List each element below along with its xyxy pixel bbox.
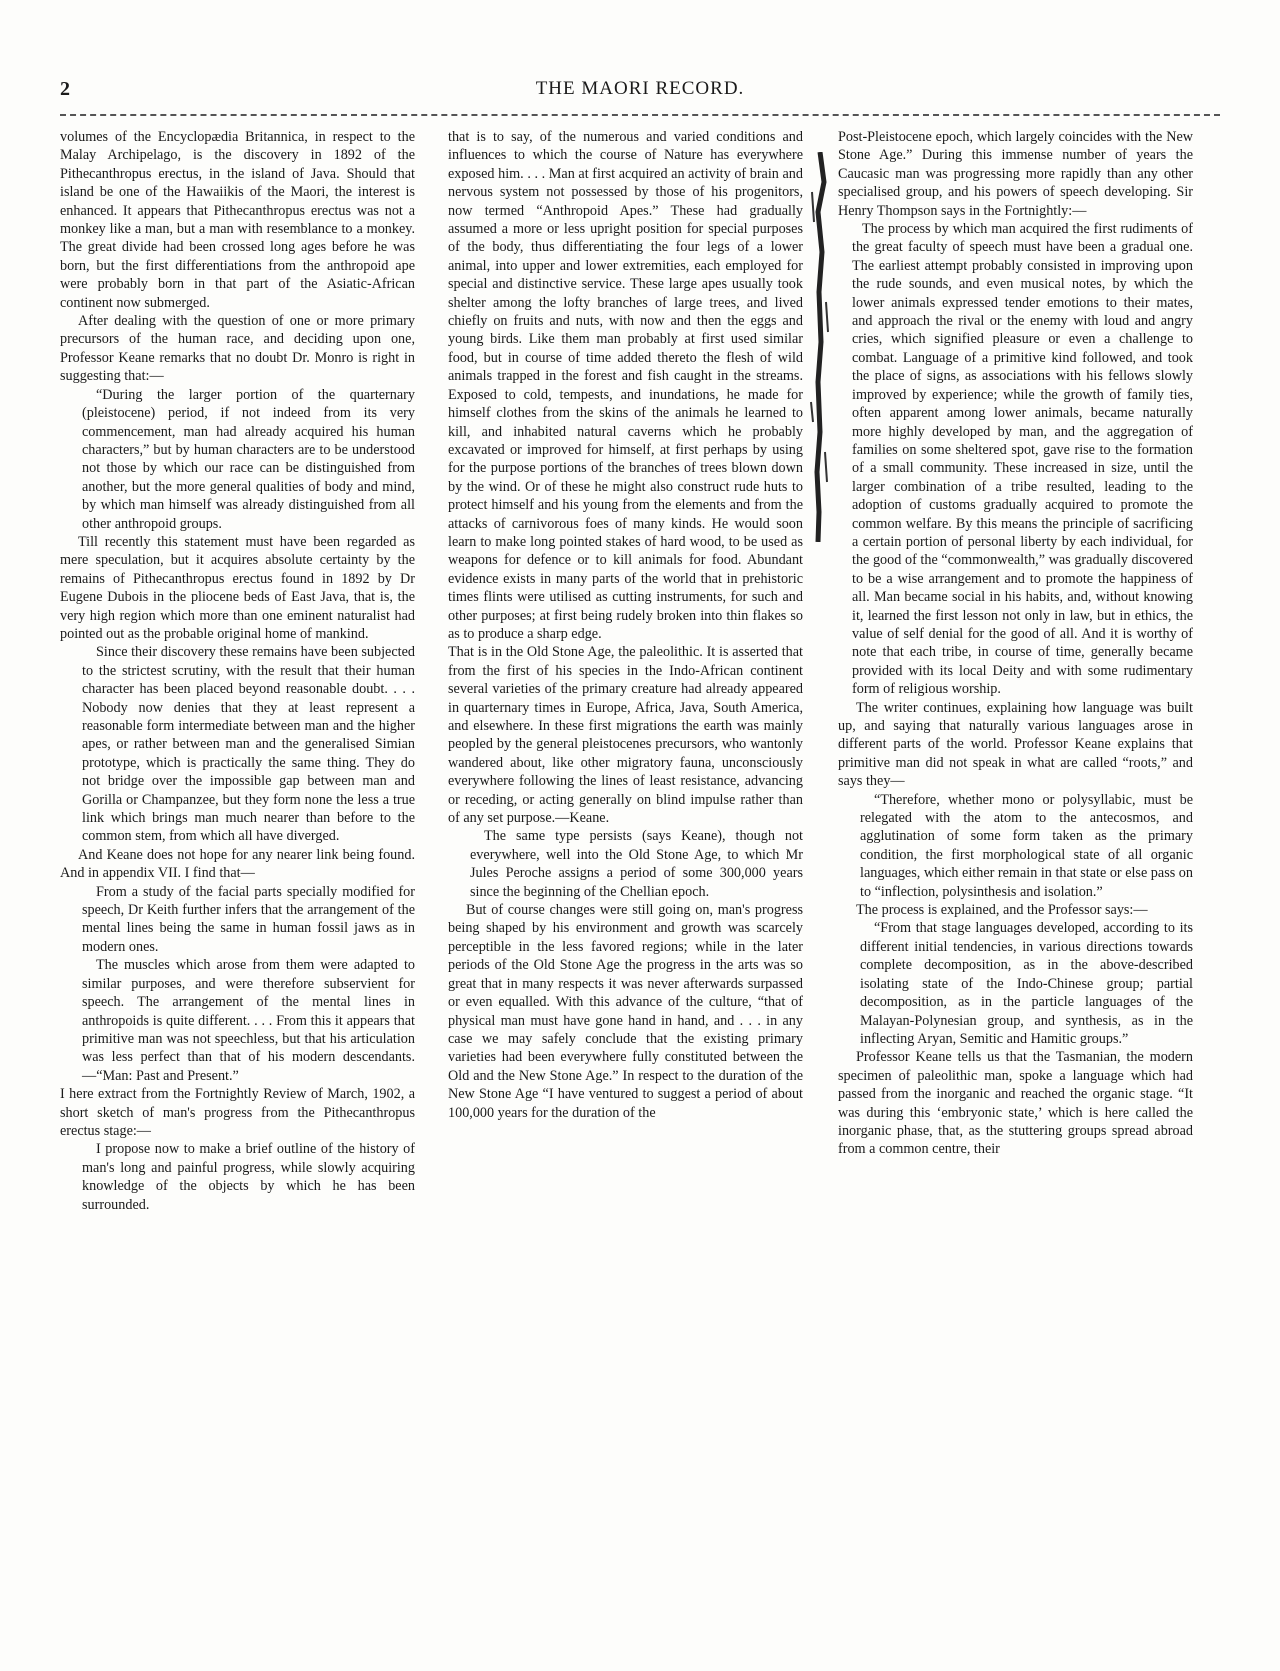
block-quote: “Therefore, whether mono or polysyllabic, must be relegated with the atom to the antecosmos, and agglutination of some form taken as the primary condition, the first morphological state of all organic languages, which either remain in that state or else pass on to “inflection, polysinthesis and isolation.” (860, 791, 1193, 900)
paragraph: The writer continues, explaining how language was built up, and saying that naturally various languages arose in different parts of the world. Professor Keane explains that primitive man did not speak in what are called “roots,” and says they— (838, 699, 1193, 790)
block-quote: “From that stage languages developed, according to its different initial tendencies, in various directions towards complete decomposition, as in the above-described isolating state of the Indo-Chinese group; partial decomposition, as in the particle languages of the Malayan-Polynesian group, and synthesis, as in the inflecting Aryan, Semitic and Hamitic groups.” (860, 920, 1193, 1047)
header-rule (60, 114, 1220, 116)
paragraph: That is in the Old Stone Age, the paleolithic. It is asserted that from the first of his species in the Indo-African continent several varieties of the primary creature had already appeared in quarternary times in Europe, Africa, Java, South America, and elsewhere. In these first migrations the earth was mainly peopled by the general pleistocenes precursors, who wantonly wandered about, like other migratory fauna, unconsciously everywhere following the lines of least resistance, advancing or receding, or acting generally on blind impulse rather than of any set purpose.—Keane. (448, 644, 803, 827)
block-quote: I propose now to make a brief outline of the history of man's long and painful progress, while slowly acquiring knowledge of the objects by which he has been surrounded. (82, 1141, 415, 1213)
paper-title: THE MAORI RECORD. (535, 78, 745, 99)
column-1 (60, 128, 415, 1648)
paragraph: But of course changes were still going on, man's progress being shaped by his environment and growth was scarcely perceptible in the less favored regions; while in the later periods of the Old Stone Age the progress in the arts was so great that in many respects it was never afterwards surpassed or even equalled. With this advance of the culture, “that of physical man must have gone hand in hand, and . . . in any case we may safely conclude that the existing primary varieties had been everywhere fully constituted between the Old and the New Stone Age.” In respect to the duration of the New Stone Age “I have ventured to suggest a period of about 100,000 years for the duration of the (448, 902, 803, 1121)
paragraph: The same type persists (says Keane), though not everywhere, well into the Old Stone Age, to which Mr Jules Peroche assigns a period of some 300,000 years since the beginning of the Chellian epoch. (470, 828, 803, 900)
paragraph: Till recently this statement must have been regarded as mere speculation, but it acquires absolute certainty by the remains of Pithecanthropus erectus found in 1892 by Dr Eugene Dubois in the pliocene beds of East Java, that is, the very high region which more than one eminent naturalist had pointed out as the probable original home of mankind. (60, 533, 415, 642)
paragraph: And Keane does not hope for any nearer link being found. And in appendix VII. I find that— (60, 846, 415, 882)
masthead (60, 78, 1220, 114)
paragraph: I here extract from the Fortnightly Review of March, 1902, a short sketch of man's progress from the Pithecanthropus erectus stage:— (60, 1086, 415, 1139)
page-number: 2 (60, 78, 70, 100)
paragraph: The process by which man acquired the first rudiments of the great faculty of speech must have been a gradual one. The earliest attempt probably consisted in improving upon the rude sounds, and even musical notes, by which the lower animals expressed tender emotions to their mates, and approach the rival or the enemy with loud and angry cries, which signified pleasure or even a challenge to combat. Language of a primitive kind followed, and took the place of signs, as associations with his fellows slowly improved by experience; while the growth of family ties, often apparent among lower animals, became naturally more highly developed by man, and the aggregation of families on some sheltered spot, gave rise to the formation of a small community. These increased in size, until the larger combination of a tribe resulted, leading to the adoption of customs gradually acquired to promote the common welfare. By this means the principle of sacrificing a certain portion of personal liberty by each individual, for the good of the “commonwealth,” was gradually discovered to be a wise arrangement and to promote the happiness of all. Man became social in his habits, and, without knowing it, learned the first lesson not only in law, but in ethics, the value of self denial for the good of all. And it is worthy of note that each tribe, in course of time, generally became provided with its local Deity and with some rudimentary form of religious worship. (852, 221, 1193, 698)
paragraph: Professor Keane tells us that the Tasmanian, the modern specimen of paleolithic man, spoke a language which had passed from the inorganic and reached the organic stage. “It was during this ‘embryonic state,’ which is here called the inorganic phase, that, as the stuttering groups spread abroad from a common centre, their (838, 1049, 1193, 1158)
margin-mark-decoration (806, 152, 832, 542)
paragraph: After dealing with the question of one or more primary precursors of the human race, and deciding upon one, Professor Keane remarks that no doubt Dr. Monro is right in suggesting that:— (60, 313, 415, 385)
block-quote: From a study of the facial parts specially modified for speech, Dr Keith further infers that the arrangement of the mental lines being the same in human fossil jaws as in modern ones. (82, 883, 415, 955)
paragraph: The process is explained, and the Professor says:— (856, 902, 1148, 919)
column-3 (838, 128, 1193, 1648)
paragraph: that is to say, of the numerous and varied conditions and influences to which the course of Nature has everywhere exposed him. . . . Man at first acquired an activity of brain and nervous system not possessed by those of his progenitors, now termed “Anthropoid Apes.” These had gradually assumed a more or less upright position for special purposes of the body, thus differentiating the four legs of a lower animal, into upper and lower extremities, each employed for special and distinctive service. These large apes usually took shelter among the lofty branches of large trees, and lived chiefly on fruits and nuts, with now and then the eggs and young birds. Like them man probably at first used similar food, but in course of time added thereto the flesh of wild animals trapped in the forest and fish caught in the streams. Exposed to cold, tempests, and inundations, he made for himself clothes from the skins of the animals he learned to kill, and inhabited natural caverns which he probably excavated or improved for himself, at first perhaps by using for the purpose portions of the branches of trees blown down by the wind. Or of these he might also construct rude huts to protect himself and his young from the elements and from the attacks of carnivorous foes of many kinds. He would soon learn to make long pointed stakes of hard wood, to be used as weapons for defence or to kill animals for food. Abundant evidence exists in many parts of the world that in prehistoric times flints were utilised as cutting instruments, for such and other purposes; at first being rudely broken into thin flakes so as to produce a sharp edge. (448, 129, 803, 642)
column-2 (448, 128, 803, 1648)
paragraph: volumes of the Encyclopædia Britannica, in respect to the Malay Archipelago, is the discovery in 1892 of the Pithecanthropus erectus, in the island of Java. Should that island be one of the Hawaiikis of the Maori, the interest is enhanced. It appears that Pithecanthropus erectus was not a monkey like a man, but a man with resemblance to a monkey. The great divide had been crossed long ages before he was born, but the first differentiations from the anthropoid ape were probably born in that part of the Asiatic-African continent now submerged. (60, 129, 415, 311)
block-quote: “During the larger portion of the quarternary (pleistocene) period, if not indeed from its very commencement, man had already acquired his human characters,” but by human characters are to be understood not those by which our race can be distinguished from another, but the more general qualities of body and mind, by which man himself was already distinguished from all other anthropoid groups. (82, 386, 415, 532)
block-quote: The muscles which arose from them were adapted to similar purposes, and were therefore subservient for speech. The arrangement of the mental lines in anthropoids is quite different. . . . From this it appears that primitive man was not speechless, but that his articulation was less perfect than that of his modern descendants.—“Man: Past and Present.” (82, 957, 415, 1084)
paragraph: Post-Pleistocene epoch, which largely coincides with the New Stone Age.” During this immense number of years the Caucasic man was progressing more rapidly than any other specialised group, and his powers of speech developing. Sir Henry Thompson says in the Fortnightly:— (838, 129, 1193, 219)
paragraph: Since their discovery these remains have been subjected to the strictest scrutiny, with the result that their human character has been placed beyond reasonable doubt. . . . Nobody now denies that they at least represent a reasonable form intermediate between man and the higher apes, or rather between man and the generalised Simian prototype, which is practically the same thing. They do not bridge over the impossible gap between man and Gorilla or Champanzee, but they form none the less a true link which brings man much nearer than before to the common stem, from which all have diverged. (82, 644, 415, 845)
